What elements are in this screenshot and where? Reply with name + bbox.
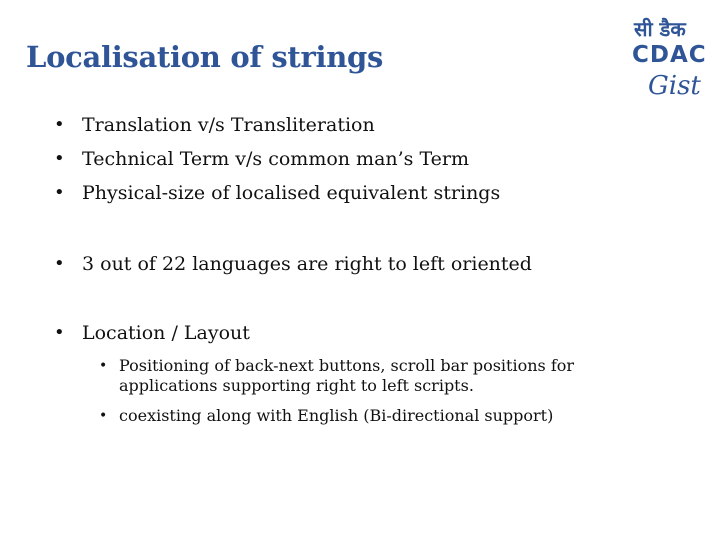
bullet-text: Technical Term v/s common man’s Term — [82, 148, 470, 170]
sub-bullet-dot: • — [99, 408, 108, 424]
bullet-dot: • — [54, 253, 65, 274]
logo-hindi-text: सी डैक — [634, 17, 686, 41]
bullet-text: Physical-size of localised equivalent strings — [82, 182, 501, 204]
sub-bullet-text: coexisting along with English (Bi-directional support) — [119, 406, 554, 425]
cdac-gist-logo — [628, 12, 710, 104]
bullet-dot: • — [54, 322, 65, 343]
bullet-dot: • — [54, 182, 65, 203]
bullet-text: Translation v/s Transliteration — [82, 114, 375, 136]
sub-bullet-text: Positioning of back-next buttons, scroll bar positions for applications supporting right to left scripts. — [119, 356, 575, 395]
bullet-dot: • — [54, 114, 65, 135]
sub-bullet-item — [99, 356, 624, 396]
logo-cdac-text: CDAC — [632, 42, 707, 68]
slide-title: Localisation of strings — [26, 40, 383, 74]
bullet-text: 3 out of 22 languages are right to left oriented — [82, 253, 532, 275]
logo-gist-text: Gist — [648, 71, 701, 101]
bullet-text: Location / Layout — [82, 322, 250, 344]
bullet-dot: • — [54, 148, 65, 169]
sub-bullet-item — [99, 406, 624, 426]
sub-bullet-dot: • — [99, 358, 108, 374]
